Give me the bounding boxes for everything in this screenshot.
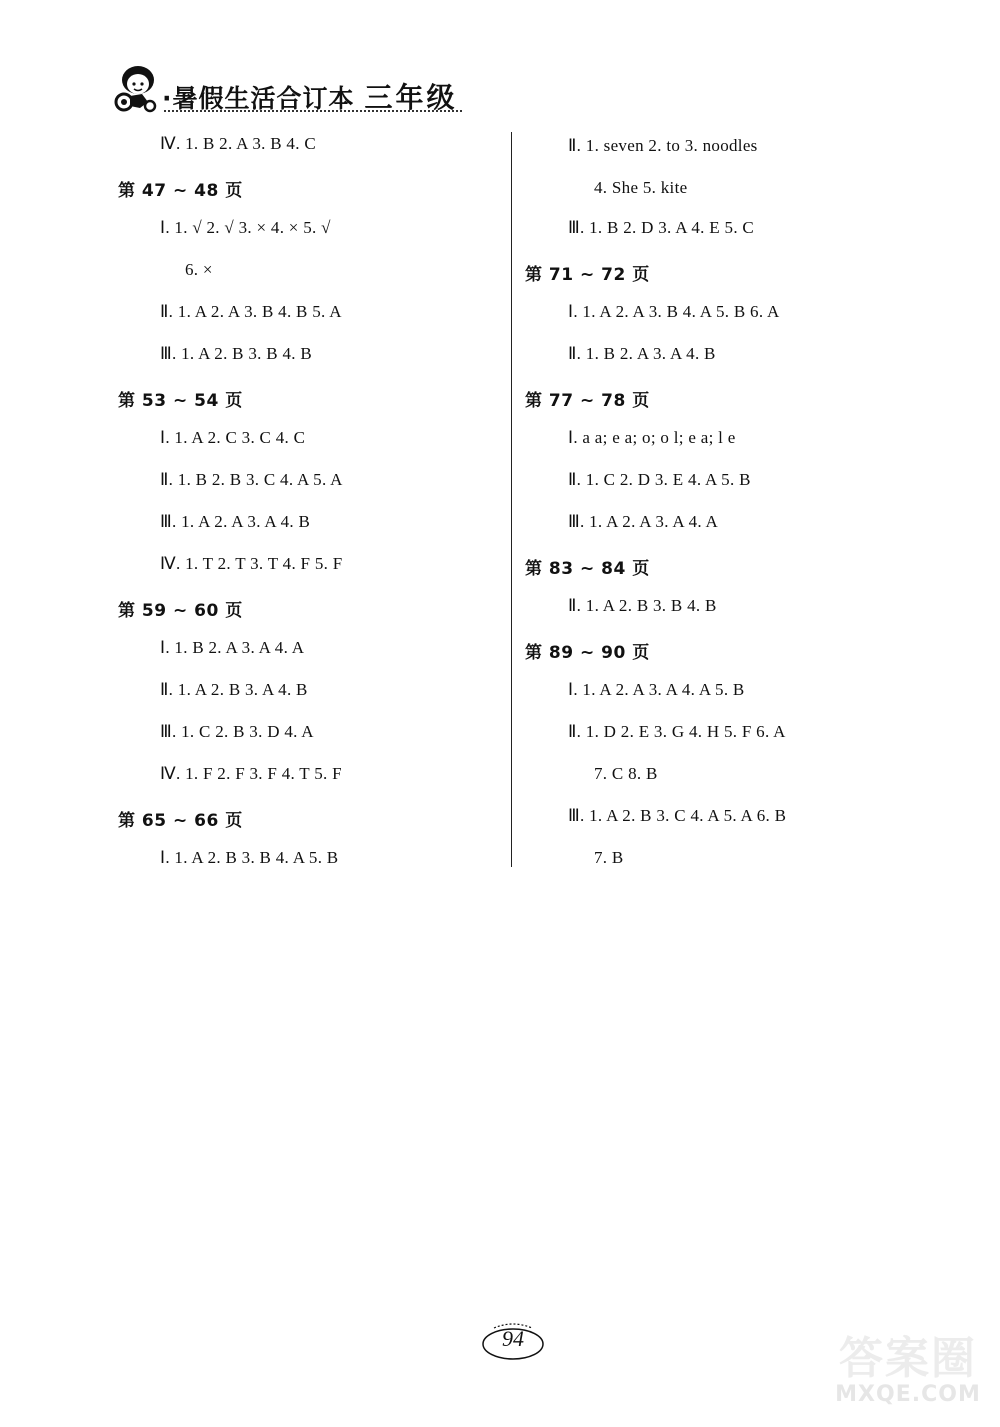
answer-line: Ⅱ. 1. A 2. B 3. A 4. B — [160, 680, 308, 699]
answer-line: Ⅲ. 1. A 2. A 3. A 4. B — [160, 512, 311, 531]
answer-line: Ⅲ. 1. C 2. B 3. D 4. A — [160, 722, 314, 741]
answer-line: 7. B — [594, 848, 624, 867]
answer-line: Ⅰ. 1. B 2. A 3. A 4. A — [160, 638, 305, 657]
watermark-url: MXQE.COM — [835, 1382, 981, 1407]
answer-line: 7. C 8. B — [594, 764, 658, 783]
answer-line: 4. She 5. kite — [594, 178, 688, 197]
watermark-logo-text: 答案圈 — [839, 1333, 977, 1384]
section-heading: 第 71 ~ 72 页 — [525, 265, 650, 285]
section-heading: 第 65 ~ 66 页 — [118, 811, 243, 831]
section-heading: 第 47 ~ 48 页 — [118, 181, 243, 201]
answer-line: Ⅲ. 1. A 2. A 3. A 4. A — [568, 512, 719, 531]
page-number: 94 — [502, 1326, 524, 1351]
answer-line: 6. × — [185, 260, 213, 279]
section-heading: 第 59 ~ 60 页 — [118, 601, 243, 621]
book-title: ·暑假生活合订本 — [162, 84, 355, 113]
answer-line: Ⅱ. 1. D 2. E 3. G 4. H 5. F 6. A — [568, 722, 786, 741]
column-divider — [511, 132, 512, 867]
answer-line: Ⅳ. 1. B 2. A 3. B 4. C — [160, 134, 316, 153]
section-heading: 第 53 ~ 54 页 — [118, 391, 243, 411]
answer-line: Ⅰ. 1. √ 2. √ 3. × 4. × 5. √ — [160, 218, 331, 237]
answer-line: Ⅱ. 1. C 2. D 3. E 4. A 5. B — [568, 470, 751, 489]
section-heading: 第 77 ~ 78 页 — [525, 391, 650, 411]
answer-line: Ⅳ. 1. F 2. F 3. F 4. T 5. F — [160, 764, 342, 783]
page-number-block — [480, 1318, 546, 1362]
answer-line: Ⅲ. 1. A 2. B 3. B 4. B — [160, 344, 312, 363]
page-header — [112, 58, 472, 120]
watermark — [828, 1320, 988, 1420]
answer-line: Ⅰ. 1. A 2. A 3. B 4. A 5. B 6. A — [568, 302, 780, 321]
answer-line: Ⅰ. 1. A 2. C 3. C 4. C — [160, 428, 306, 447]
mascot-logo-icon — [112, 62, 158, 114]
answer-line: Ⅱ. 1. A 2. A 3. B 4. B 5. A — [160, 302, 342, 321]
answer-line: Ⅱ. 1. B 2. A 3. A 4. B — [568, 344, 716, 363]
answer-line: Ⅰ. a a; e a; o; o l; e a; l e — [568, 428, 736, 447]
section-heading: 第 83 ~ 84 页 — [525, 559, 650, 579]
section-heading: 第 89 ~ 90 页 — [525, 643, 650, 663]
answer-line: Ⅲ. 1. B 2. D 3. A 4. E 5. C — [568, 218, 755, 237]
answer-line: Ⅱ. 1. seven 2. to 3. noodles — [568, 136, 758, 155]
answer-line: Ⅰ. 1. A 2. B 3. B 4. A 5. B — [160, 848, 339, 867]
answer-line: Ⅱ. 1. B 2. B 3. C 4. A 5. A — [160, 470, 343, 489]
grade-label: 三年级 — [364, 81, 458, 114]
answer-line: Ⅲ. 1. A 2. B 3. C 4. A 5. A 6. B — [568, 806, 787, 825]
answer-line: Ⅳ. 1. T 2. T 3. T 4. F 5. F — [160, 554, 343, 573]
answer-line: Ⅱ. 1. A 2. B 3. B 4. B — [568, 596, 717, 615]
header-dotted-rule — [164, 110, 462, 112]
answer-line: Ⅰ. 1. A 2. A 3. A 4. A 5. B — [568, 680, 745, 699]
